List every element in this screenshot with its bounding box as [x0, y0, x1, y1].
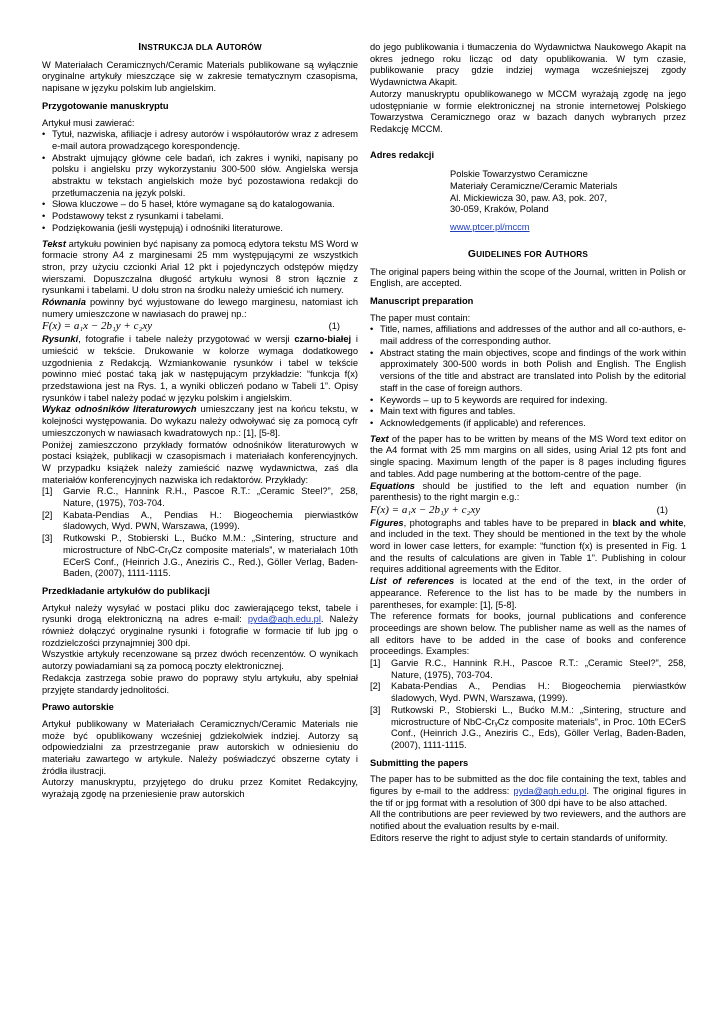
equation: F(x) = a₁x − 2b₁y + c₂xy (1): [42, 320, 340, 333]
reference-item: [3] Rutkowski P., Stobierski L., Bućko M.M.: „Sintering, structure and microstructure of NbC-CrᵧCz composite materials”, w materiałach 10th ECerS Conf., (Heinrich J.G., Aneziris C., Red.), Göller Verlag, Baden-Baden, (2007), 1111-1115.: [42, 533, 358, 579]
intro-paragraph: W Materiałach Ceramicznych/Ceramic Materials publikowane są wyłącznie oryginalne artykuły mieszczące się w zakresie tematycznym czasopisma, napisane w języku polskim lub angielskim.: [42, 59, 358, 94]
text-format-paragraph: Tekst artykułu powinien być napisany za pomocą edytora tekstu MS Word w formacie strony A4 z marginesami 25 mm występującymi ze wszystkich stron, przy użyciu czcionki Arial 12 pkt i pojedynczych odstępów między wierszami. Dopuszczalna długość artykułu wynosi 8 stron łącznie z rysunkami i tabelami. U dołu stron na środku należy umieścić ich numery.: [42, 238, 358, 296]
review-paragraph: All the contributions are peer reviewed by two reviewers, and the authors are notified about the evaluation results by e-mail.: [370, 809, 686, 832]
electronic-access-paragraph: Autorzy manuskryptu opublikowanego w MCCM wyrażają zgodę na jego udostępnianie w formie elektronicznej na stronie internetowej Polskiego Towarzystwa Ceramicznego oraz w bazach danych wybranych przez Redakcję MCCM.: [370, 88, 686, 134]
review-paragraph: Wszystkie artykuły recenzowane są przez dwóch recenzentów. O wynikach autorzy powiadamiani są za pomocą poczty elektronicznej.: [42, 649, 358, 672]
section-heading-manuscript-prep: Manuscript preparation: [370, 295, 474, 306]
reference-item: [3] Rutkowski P., Stobierski L., Bućko M.M.: „Sintering, structure and microstructure of NbC-CrᵧCz composite materials”, in Proc. 10th ECerS Conf., (Heinrich J.G., Aneziris C., Eds), Göller Verlag, Baden-Baden, (2007), 1111-1115.: [370, 704, 686, 750]
text-format-paragraph: Text of the paper has to be written by means of the MS Word text editor on the A4 format with 25 mm margins on all sides, using Arial 12 pts font and single spacing. Maximum length of the paper is 8 pages including figures and tables. Add page numbering at the bottom-centre of the page.: [370, 433, 686, 479]
list-item: • Keywords – up to 5 keywords are required for indexing.: [370, 395, 686, 407]
must-contain-line: Artykuł musi zawierać:: [42, 117, 135, 128]
list-item: • Abstract stating the main objectives, scope and findings of the work within approximately 300-500 words in both Polish and English. The English versions of the title and abstract are translated into Polish by the editorial staff in the case of foreign authors.: [370, 348, 686, 395]
section-heading-submission: Przedkładanie artykułów do publikacji: [42, 585, 210, 596]
copyright-paragraph: Artykuł publikowany w Materiałach Ceramicznych/Ceramic Materials nie może być opublikowany wcześniej gdziekolwiek indziej. Autorzy są odpowiedzialni za przestrzeganie praw autorskich w odniesieniu do materiału zawartego w artykule. Należy poświadczyć obszerne cytaty i źródła ilustracji.: [42, 718, 358, 776]
section-heading-address: Adres redakcji: [370, 149, 435, 160]
requirements-list: [42, 129, 358, 234]
polish-column: [42, 42, 358, 801]
list-item: • Tytuł, nazwiska, afiliacje i adresy autorów i współautorów wraz z adresem e-mail autora prowadzącego korespondencję.: [42, 129, 358, 152]
list-item: • Słowa kluczowe – do 5 haseł, które wymagane są do katalogowania.: [42, 199, 358, 211]
figures-paragraph: Rysunki, fotografie i tabele należy przygotować w wersji czarno-białej i umieścić w tekście. Drukowanie w kolorze wymaga dodatkowego uzgodnienia z Redakcją. Wzmiankowanie rysunków i tabel w tekście powinno mieć postać taką jak w następującym przykładzie: “funkcja f(x) przedstawiona jest na Rys. 1, a wyniki obliczeń podano w Tabeli 1”. Opisy rysunków i tabel należy podać w języku polskim i angielskim.: [42, 334, 358, 403]
reference-list: [370, 658, 686, 752]
reference-item: [2] Kabata-Pendias A., Pendias H.: Biogeochemia pierwiastków śladowych, Wyd. PWN, Warszawa, (1999).: [370, 681, 686, 704]
style-paragraph: Editors reserve the right to adjust style to certain standards of uniformity.: [370, 832, 668, 843]
style-paragraph: Redakcja zastrzega sobie prawo do poprawy stylu artykułu, aby spełniał przyjęte standardy jednolitości.: [42, 672, 358, 695]
address-line: Polskie Towarzystwo Ceramiczne: [450, 169, 588, 180]
email-link[interactable]: pyda@agh.edu.pl: [247, 614, 321, 625]
reference-item: [1] Garvie R.C., Hannink R.H., Pascoe R.T.: „Ceramic Steel?”, 258, Nature, (1975), 703-704.: [370, 658, 686, 680]
reference-formats-paragraph: The reference formats for books, journal publications and conference proceedings are shown below. The publisher name as well as the names of all editors have to be added in the case of books and conference proceedings. Examples:: [370, 611, 686, 657]
email-link[interactable]: pyda@agh.edu.pl: [513, 786, 587, 797]
reference-formats-paragraph: Poniżej zamieszczono przykłady formatów odnośników literaturowych w postaci książek, publikacji w czasopismach i materiałach konferencyjnych. W przypadku książek należy zamieścić nazwę wydawnictwa, zaś dla materiałów konferencyjnych nazwiska ich redaktorów. Przykłady:: [42, 439, 358, 485]
must-contain-line: The paper must contain:: [370, 312, 471, 323]
address-line: 30-059, Kraków, Poland: [450, 204, 549, 215]
section-heading-manuscript-prep: Przygotowanie manuskryptu: [42, 100, 169, 111]
website-link[interactable]: www.ptcer.pl/mccm: [450, 222, 530, 233]
list-item: • Podstawowy tekst z rysunkami i tabelami.: [42, 211, 358, 223]
reference-item: [1] Garvie R.C., Hannink R.H., Pascoe R.T.: „Ceramic Steel?”, 258, Nature, (1975), 703-704.: [42, 486, 358, 509]
intro-paragraph: The original papers being within the scope of the Journal, written in Polish or English, are accepted.: [370, 266, 686, 289]
list-item: • Abstrakt ujmujący główne cele badań, ich zakres i wyniki, napisany po polsku i angielsku przy wykorzystaniu 300-500 słów. Angielska wersja abstraktu w tekstach angielskich może być pozostawiona redakcji do przetłumaczenia na język polski.: [42, 153, 358, 200]
list-item: • Acknowledgements (if applicable) and references.: [370, 418, 686, 430]
polish-title: INSTRUKCJA DLA AUTORÓW: [138, 42, 262, 53]
equations-paragraph: Równania powinny być wyjustowane do lewego marginesu, natomiast ich numery umieszczone w nawiasach do prawej np.:: [42, 297, 358, 319]
figures-paragraph: Figures, photographs and tables have to be prepared in black and white, and included in the text. They should be mentioned in the text by the whole word in lower case letters, for example: “function f(x) is presented in Fig. 1 and the results of calculations are given in Table 1”. Publishing in colour requires additional agreements with the Editor.: [370, 517, 686, 575]
equation: F(x) = a₁x − 2b₁y + c₂xy (1): [370, 503, 668, 516]
references-paragraph: List of references is located at the end of the text, in the order of appearance. Reference to the list has to be made by the numbers in parentheses, for example: [1], [5-8].: [370, 576, 686, 610]
submission-paragraph: Artykuł należy wysyłać w postaci pliku doc zawierającego tekst, tabele i rysunki drogą elektroniczną na adres e-mail: pyda@agh.edu.pl. Należy również dołączyć oryginalne rysunki i fotografie w formacie tif lub jpg o rozdzielczości przynajmniej 300 dpi.: [42, 602, 358, 648]
address-line: Al. Mickiewicza 30, paw. A3, pok. 207,: [450, 192, 608, 203]
reference-list: [42, 486, 358, 580]
references-paragraph: Wykaz odnośników literaturowych umieszczany jest na końcu tekstu, w kolejności występowania. Do wykazu należy odwoływać się za pomocą cyfr umieszczonych w nawiasach kwadratowych np.: [1], [5-8].: [42, 404, 358, 438]
list-item: • Podziękowania (jeśli występują) i odnośniki literaturowe.: [42, 223, 358, 235]
address-line: Materiały Ceramiczne/Ceramic Materials: [450, 181, 618, 192]
english-column: [370, 42, 686, 845]
section-heading-copyright: Prawo autorskie: [42, 702, 114, 713]
submission-paragraph: The paper has to be submitted as the doc file containing the text, tables and figures by e-mail to the address: pyda@agh.edu.pl. The original figures in the tif or jpg format with a resolution of 300 dpi have to be also attached.: [370, 774, 686, 808]
english-title: GUIDELINES FOR AUTHORS: [467, 248, 589, 260]
list-item: • Title, names, affiliations and addresses of the author and all co-authors, e-mail address of the corresponding author.: [370, 324, 686, 347]
list-item: • Main text with figures and tables.: [370, 406, 686, 418]
editorial-address: [370, 169, 686, 234]
requirements-list: [370, 324, 686, 429]
reference-item: [2] Kabata-Pendias A., Pendias H.: Biogeochemia pierwiastków śladowych, Wyd. PWN, Warszawa, (1999).: [42, 509, 358, 532]
copyright-transfer-paragraph: Autorzy manuskryptu, przyjętego do druku przez Komitet Redakcyjny, wyrażają zgodę na przeniesienie praw autorskich: [42, 777, 358, 800]
section-heading-submission: Submitting the papers: [370, 757, 469, 768]
equations-paragraph: Equations should be justified to the left and equation number (in parenthesis) to the right margin e.g.:: [370, 480, 686, 503]
copyright-continued-paragraph: do jego publikowania i tłumaczenia do Wydawnictwa Naukowego Akapit na okres jednego roku licząc od daty opublikowania. W tym czasie, publikowanie pracy gdzie indziej wymaga wcześniejszej zgody Wydawnictwa Akapit.: [370, 42, 686, 88]
